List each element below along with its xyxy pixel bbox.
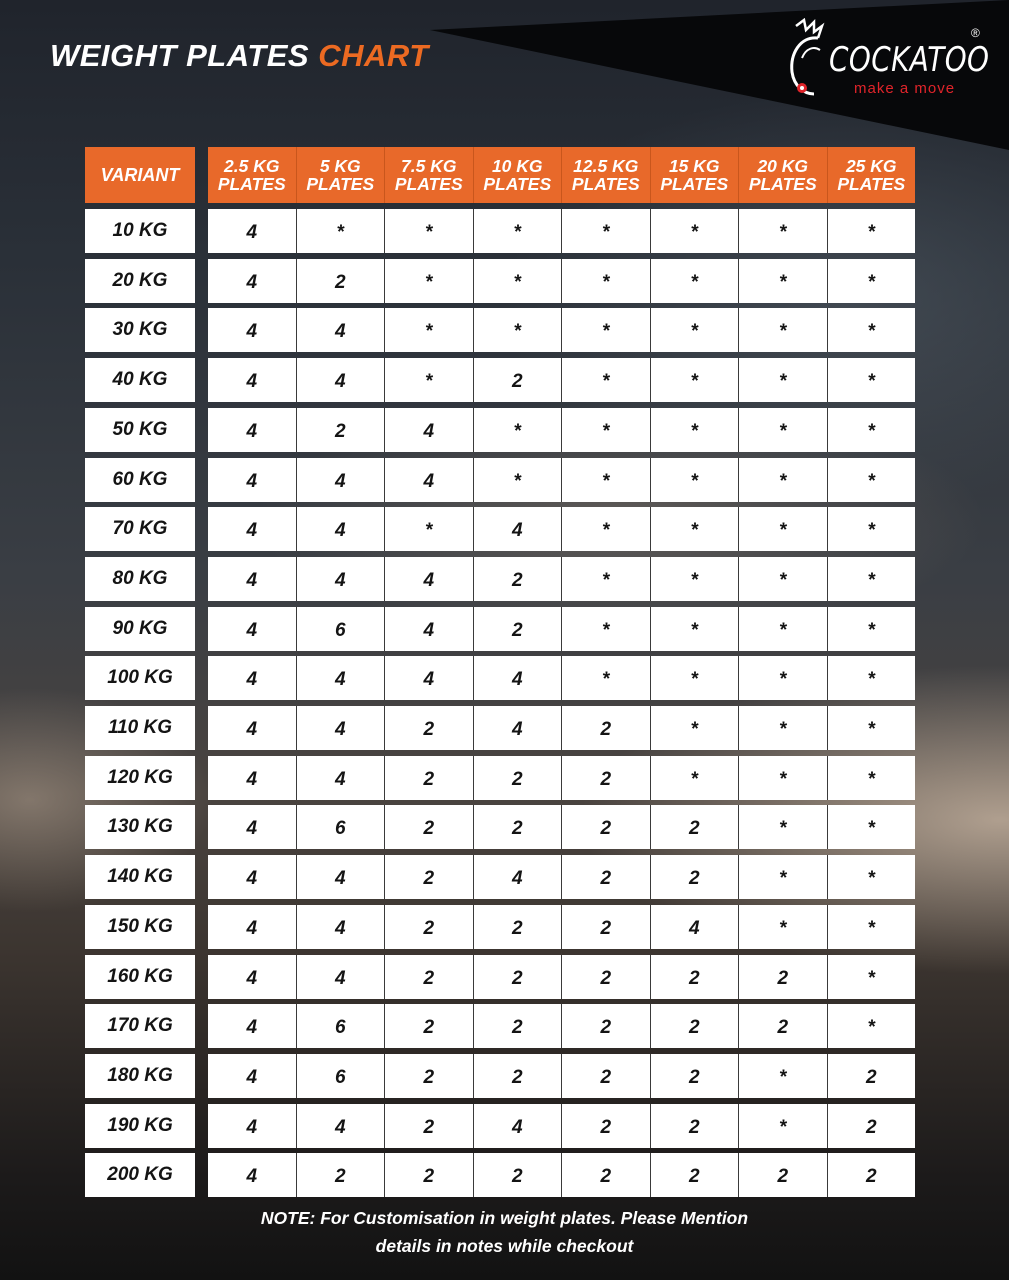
plate-count-cell: * xyxy=(561,458,650,502)
plate-count-cell: * xyxy=(738,458,827,502)
plate-count-cell: 4 xyxy=(296,756,385,800)
plate-count-cell: 4 xyxy=(246,818,258,840)
plate-count-cell: 2 xyxy=(650,955,739,999)
plate-count-cell: 2 xyxy=(473,905,562,949)
plate-count-cell: 2 xyxy=(650,1004,739,1048)
table-row xyxy=(85,557,915,601)
plate-count-cell: 4 xyxy=(473,706,562,750)
plate-count-cell: 2 xyxy=(650,805,739,849)
plate-header-label: PLATES xyxy=(748,174,817,194)
plate-count-cell: 4 xyxy=(246,917,258,939)
plate-count-cell: 2 xyxy=(561,1104,650,1148)
plate-count-cell: 4 xyxy=(384,557,473,601)
plate-count-cell: * xyxy=(650,507,739,551)
plate-count-cell: 2 xyxy=(473,557,562,601)
plate-count-cell: 4 xyxy=(473,656,562,700)
plate-count-cell: * xyxy=(827,458,916,502)
plate-count-cell: * xyxy=(827,557,916,601)
plate-count-cell: * xyxy=(473,408,562,452)
plate-count-cell: 2 xyxy=(384,1104,473,1148)
plate-count-cell: 4 xyxy=(246,619,258,641)
plate-count-cell: 2 xyxy=(296,259,385,303)
variant-cell: 180 KG xyxy=(85,1054,195,1098)
plate-count-cell: 4 xyxy=(384,458,473,502)
plate-header-label: PLATES xyxy=(571,174,640,194)
table-header-row xyxy=(85,147,915,194)
plate-count-cell: 2 xyxy=(473,955,562,999)
plate-count-cell: * xyxy=(384,358,473,402)
variant-cell: 170 KG xyxy=(85,1004,195,1048)
plate-count-cell: 4 xyxy=(384,408,473,452)
plate-count-cell: * xyxy=(827,607,916,651)
table-row xyxy=(85,756,915,800)
note-line-2: details in notes while checkout xyxy=(375,1236,634,1256)
plate-count-cell: * xyxy=(650,308,739,352)
variant-cell: 30 KG xyxy=(85,308,195,352)
plate-count-cell: * xyxy=(561,308,650,352)
variant-cell: 130 KG xyxy=(85,805,195,849)
plate-count-cell: 2 xyxy=(473,358,562,402)
plate-count-cell: * xyxy=(650,458,739,502)
plate-count-cell: 4 xyxy=(246,321,258,343)
checkout-note xyxy=(0,1204,1009,1260)
plate-header xyxy=(827,147,916,203)
variant-header: VARIANT xyxy=(85,147,195,203)
plate-count-cell: 2 xyxy=(650,1153,739,1197)
plate-count-cell: 2 xyxy=(561,1004,650,1048)
plate-count-cell: 4 xyxy=(246,1166,258,1188)
plate-count-cell: * xyxy=(473,209,562,253)
plate-count-cell: * xyxy=(561,607,650,651)
plate-count-cell: * xyxy=(738,308,827,352)
brand-tagline: make a move xyxy=(854,80,956,97)
plate-count-cell: 2 xyxy=(384,855,473,899)
plate-count-cell: 2 xyxy=(384,1004,473,1048)
plate-count-cell: * xyxy=(650,358,739,402)
plate-count-cell: 4 xyxy=(246,470,258,492)
plate-count-cell: * xyxy=(561,259,650,303)
plate-count-cell: * xyxy=(738,507,827,551)
plate-count-cell: * xyxy=(827,855,916,899)
plate-count-cell: * xyxy=(827,507,916,551)
page-title-main: WEIGHT PLATES xyxy=(50,38,310,73)
plate-count-cell: * xyxy=(561,358,650,402)
plate-header-weight: 12.5 KG xyxy=(573,156,639,176)
plate-count-cell: 2 xyxy=(561,1054,650,1098)
brand-name: COCKATOO xyxy=(829,40,990,80)
plate-count-cell: * xyxy=(561,408,650,452)
plate-count-cell: * xyxy=(561,557,650,601)
table-row xyxy=(85,805,915,849)
plate-count-cell: 2 xyxy=(561,756,650,800)
plate-count-cell: 4 xyxy=(296,458,385,502)
plate-count-cell: 4 xyxy=(246,271,258,293)
plate-count-cell: 2 xyxy=(384,1054,473,1098)
plate-count-cell: 4 xyxy=(296,955,385,999)
plate-count-cell: 2 xyxy=(384,955,473,999)
variant-cell: 140 KG xyxy=(85,855,195,899)
variant-cell: 10 KG xyxy=(85,209,195,253)
plate-count-cell: 4 xyxy=(296,308,385,352)
plate-header xyxy=(473,147,562,203)
plate-count-cell: * xyxy=(738,706,827,750)
table-row xyxy=(85,656,915,700)
plate-count-cell: 4 xyxy=(246,967,258,989)
variant-cell: 40 KG xyxy=(85,358,195,402)
table-row xyxy=(85,308,915,352)
plate-count-cell: 4 xyxy=(384,607,473,651)
table-row xyxy=(85,607,915,651)
plate-header-label: PLATES xyxy=(483,174,552,194)
plate-count-cell: 6 xyxy=(296,805,385,849)
plate-header xyxy=(384,147,473,203)
plate-count-cell: * xyxy=(650,756,739,800)
plate-count-cell: 2 xyxy=(561,706,650,750)
plate-count-cell: 2 xyxy=(827,1104,916,1148)
plate-count-cell: * xyxy=(827,408,916,452)
plate-header xyxy=(561,147,650,203)
plate-count-cell: 4 xyxy=(246,768,258,790)
plate-count-cell: 2 xyxy=(473,756,562,800)
plate-count-cell: * xyxy=(473,308,562,352)
plate-header-weight: 5 KG xyxy=(319,156,361,176)
plate-header-weight: 7.5 KG xyxy=(401,156,457,176)
plate-header xyxy=(296,147,385,203)
plate-count-cell: 4 xyxy=(296,1104,385,1148)
table-row xyxy=(85,507,915,551)
plate-header-label: PLATES xyxy=(217,174,286,194)
plate-count-cell: * xyxy=(650,259,739,303)
plate-header xyxy=(208,147,296,203)
plate-count-cell: 2 xyxy=(384,805,473,849)
plate-count-cell: 2 xyxy=(384,1153,473,1197)
plate-count-cell: 4 xyxy=(296,358,385,402)
plate-count-cell: 4 xyxy=(246,222,258,243)
page-title xyxy=(50,38,429,74)
plate-count-cell: 2 xyxy=(650,1104,739,1148)
plate-count-cell: * xyxy=(473,259,562,303)
plate-count-cell: * xyxy=(738,259,827,303)
plate-header-label: PLATES xyxy=(306,174,375,194)
plate-count-cell: * xyxy=(650,607,739,651)
plate-count-cell: 4 xyxy=(246,1017,258,1039)
plate-count-cell: * xyxy=(384,308,473,352)
plate-count-cell: * xyxy=(827,259,916,303)
table-row xyxy=(85,458,915,502)
plate-count-cell: * xyxy=(650,656,739,700)
plate-count-cell: 4 xyxy=(296,706,385,750)
plate-count-cell: * xyxy=(650,706,739,750)
plate-count-cell: 2 xyxy=(827,1054,916,1098)
plate-count-cell: 4 xyxy=(296,507,385,551)
plate-count-cell: * xyxy=(384,259,473,303)
plate-count-cell: 4 xyxy=(246,371,258,393)
table-row xyxy=(85,1153,915,1197)
plate-count-cell: 4 xyxy=(246,420,258,442)
plate-count-cell: 4 xyxy=(473,1104,562,1148)
plate-count-cell: * xyxy=(384,209,473,253)
plate-count-cell: * xyxy=(827,308,916,352)
plate-header-label: PLATES xyxy=(660,174,729,194)
plate-count-cell: 6 xyxy=(296,607,385,651)
variant-cell: 90 KG xyxy=(85,607,195,651)
plate-count-cell: * xyxy=(561,507,650,551)
plate-count-cell: * xyxy=(738,656,827,700)
variant-cell: 120 KG xyxy=(85,756,195,800)
plate-count-cell: 2 xyxy=(650,855,739,899)
plate-count-cell: 6 xyxy=(296,1004,385,1048)
table-row xyxy=(85,358,915,402)
plate-count-cell: * xyxy=(827,706,916,750)
table-row xyxy=(85,209,915,253)
plate-count-cell: 2 xyxy=(296,1153,385,1197)
plate-header-label: PLATES xyxy=(394,174,463,194)
plate-header-weight: 10 KG xyxy=(491,156,543,176)
variant-cell: 80 KG xyxy=(85,557,195,601)
table-row xyxy=(85,905,915,949)
plate-count-cell: * xyxy=(650,209,739,253)
table-row xyxy=(85,1104,915,1148)
plate-count-cell: * xyxy=(650,557,739,601)
table-row xyxy=(85,259,915,303)
plate-count-cell: 2 xyxy=(827,1153,916,1197)
plate-count-cell: * xyxy=(827,955,916,999)
plate-count-cell: 4 xyxy=(246,669,258,691)
plate-count-cell: * xyxy=(738,557,827,601)
variant-cell: 20 KG xyxy=(85,259,195,303)
plate-header xyxy=(650,147,739,203)
plate-count-cell: 4 xyxy=(296,656,385,700)
plate-count-cell: 4 xyxy=(296,557,385,601)
plate-count-cell: 2 xyxy=(738,1153,827,1197)
variant-cell: 60 KG xyxy=(85,458,195,502)
plate-count-cell: 4 xyxy=(296,855,385,899)
plate-header-weight: 15 KG xyxy=(668,156,720,176)
plate-count-cell: 2 xyxy=(384,706,473,750)
variant-cell: 110 KG xyxy=(85,706,195,750)
variant-cell: 150 KG xyxy=(85,905,195,949)
variant-cell: 200 KG xyxy=(85,1153,195,1197)
variant-cell: 190 KG xyxy=(85,1104,195,1148)
plate-count-cell: * xyxy=(827,756,916,800)
plate-count-cell: * xyxy=(738,805,827,849)
plate-count-cell: * xyxy=(473,458,562,502)
table-row xyxy=(85,1004,915,1048)
table-row xyxy=(85,855,915,899)
plate-count-cell: 2 xyxy=(561,955,650,999)
plate-count-cell: 2 xyxy=(384,905,473,949)
plate-count-cell: * xyxy=(827,1004,916,1048)
variant-cell: 100 KG xyxy=(85,656,195,700)
variant-cell: 70 KG xyxy=(85,507,195,551)
plate-count-cell: 2 xyxy=(561,855,650,899)
plate-count-cell: 2 xyxy=(650,1054,739,1098)
plate-count-cell: * xyxy=(738,905,827,949)
plate-count-cell: * xyxy=(738,855,827,899)
table-row xyxy=(85,706,915,750)
variant-cell: 50 KG xyxy=(85,408,195,452)
plate-count-cell: * xyxy=(384,507,473,551)
plate-header xyxy=(738,147,827,203)
plate-count-cell: 4 xyxy=(473,855,562,899)
plate-header-label: PLATES xyxy=(837,174,906,194)
plate-count-cell: 4 xyxy=(246,719,258,740)
note-line-1: NOTE: For Customisation in weight plates. Please Mention xyxy=(260,1208,749,1228)
plate-count-cell: 4 xyxy=(650,905,739,949)
plate-count-cell: * xyxy=(650,408,739,452)
plate-count-cell: 6 xyxy=(296,1054,385,1098)
plate-count-cell: * xyxy=(827,905,916,949)
page-title-accent: CHART xyxy=(318,38,429,73)
plate-count-cell: 4 xyxy=(296,905,385,949)
plate-count-cell: * xyxy=(827,805,916,849)
plate-count-cell: * xyxy=(827,358,916,402)
plate-count-cell: 2 xyxy=(384,756,473,800)
plate-count-cell: 4 xyxy=(246,569,258,591)
plate-count-cell: 2 xyxy=(561,1153,650,1197)
plate-count-cell: 2 xyxy=(561,805,650,849)
plate-count-cell: 2 xyxy=(738,955,827,999)
plate-count-cell: * xyxy=(738,408,827,452)
table-row xyxy=(85,955,915,999)
plate-count-cell: * xyxy=(738,209,827,253)
plate-count-cell: 4 xyxy=(246,520,258,542)
plate-count-cell: 2 xyxy=(473,1054,562,1098)
plate-count-cell: * xyxy=(561,656,650,700)
plate-count-cell: 2 xyxy=(473,607,562,651)
table-row xyxy=(85,1054,915,1098)
plate-count-cell: 2 xyxy=(296,408,385,452)
plate-header-weight: 2.5 KG xyxy=(224,156,280,176)
plate-count-cell: * xyxy=(738,756,827,800)
plate-count-cell: 4 xyxy=(473,507,562,551)
plate-count-cell: 2 xyxy=(473,1004,562,1048)
plate-count-cell: * xyxy=(561,209,650,253)
plate-count-cell: 4 xyxy=(246,868,258,890)
plate-count-cell: 4 xyxy=(384,656,473,700)
plate-header-weight: 20 KG xyxy=(757,156,809,176)
plate-count-cell: 2 xyxy=(473,805,562,849)
plate-count-cell: 2 xyxy=(473,1153,562,1197)
plate-count-cell: 4 xyxy=(246,1116,258,1138)
brand-logo xyxy=(784,18,989,103)
plate-count-cell: * xyxy=(296,209,385,253)
plate-count-cell: * xyxy=(738,1104,827,1148)
plate-count-cell: 4 xyxy=(246,1066,258,1088)
registered-mark: ® xyxy=(971,26,980,40)
plate-count-cell: 2 xyxy=(738,1004,827,1048)
plate-count-cell: * xyxy=(827,209,916,253)
variant-cell: 160 KG xyxy=(85,955,195,999)
plate-header-weight: 25 KG xyxy=(845,156,897,176)
table-row xyxy=(85,408,915,452)
plate-count-cell: 2 xyxy=(561,905,650,949)
plate-count-cell: * xyxy=(738,358,827,402)
plate-count-cell: * xyxy=(827,656,916,700)
plate-count-cell: * xyxy=(738,1054,827,1098)
plate-count-cell: * xyxy=(738,607,827,651)
